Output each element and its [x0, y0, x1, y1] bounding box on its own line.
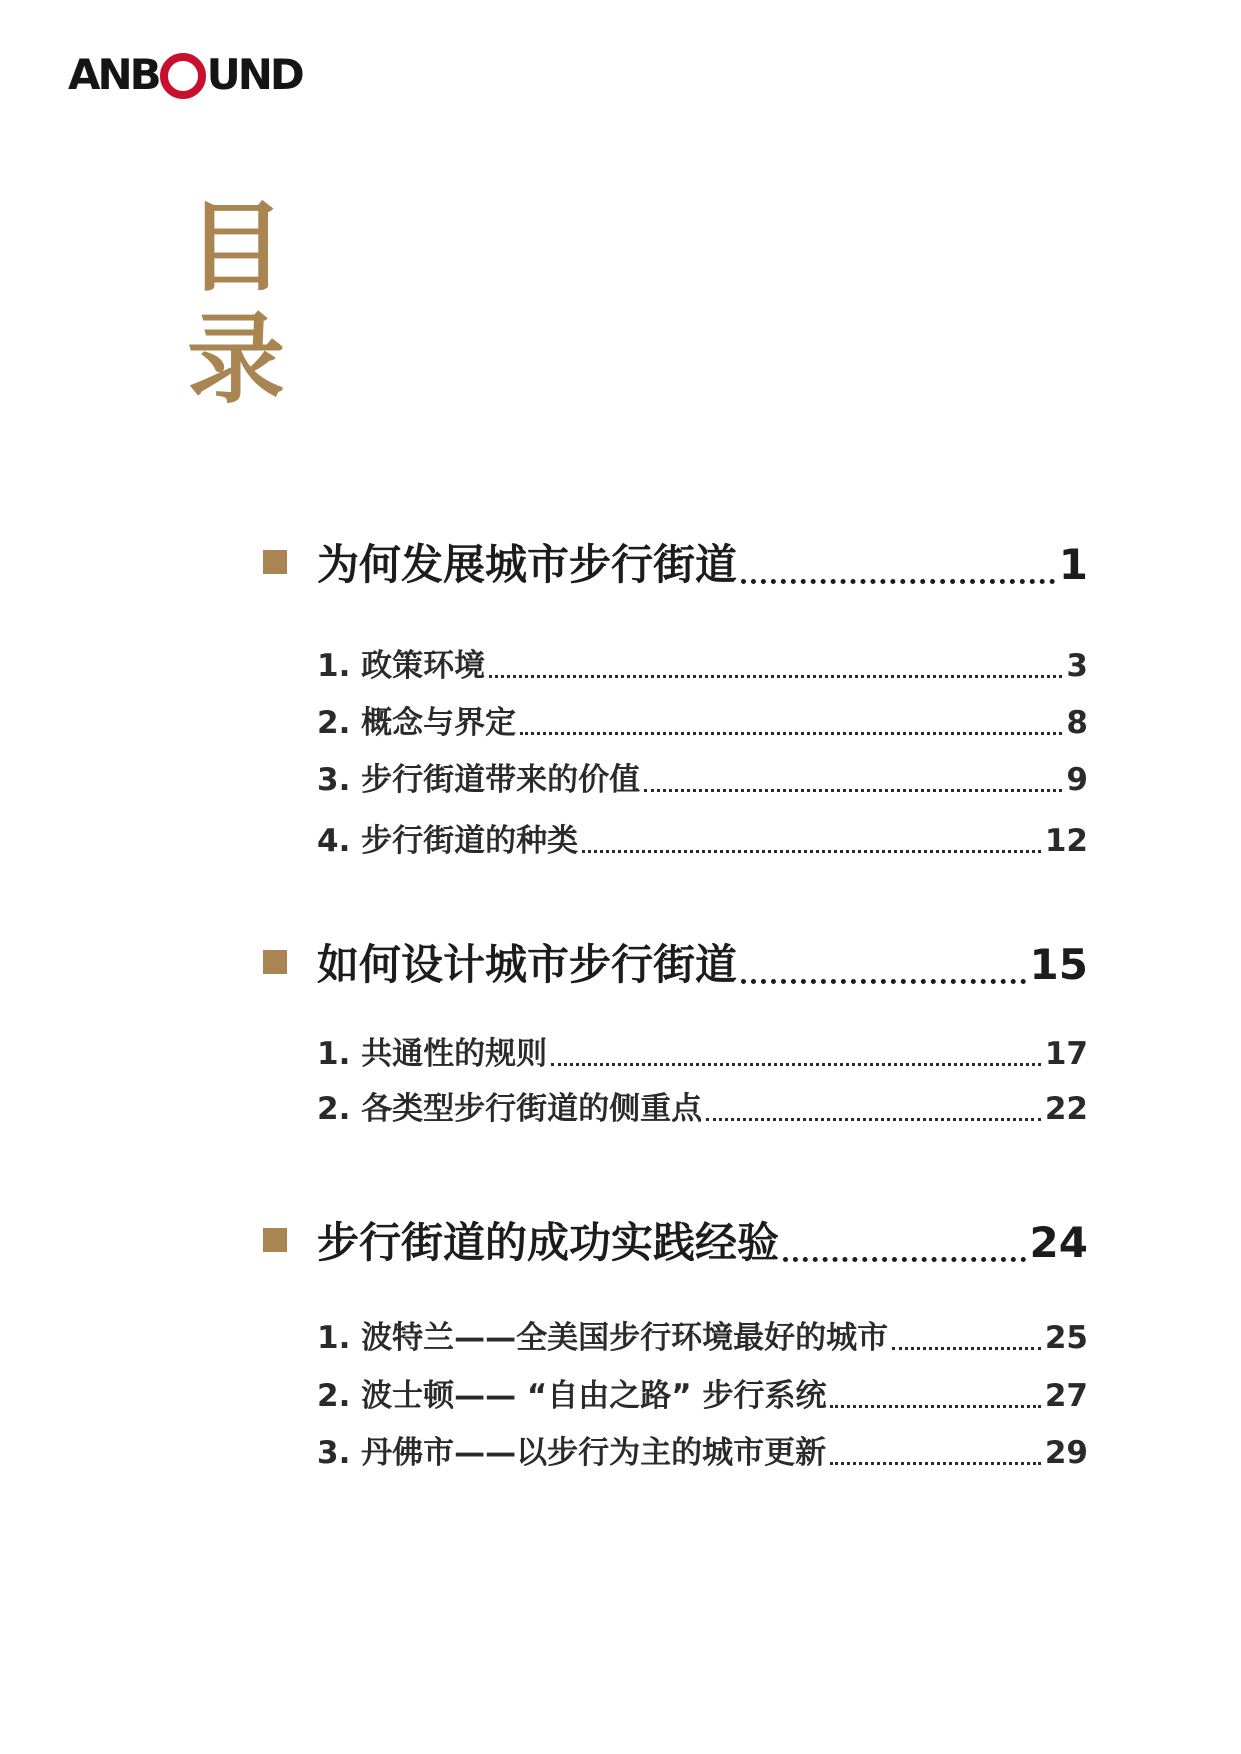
- toc-section-line: [317, 532, 1088, 592]
- toc-item-label: 2. 各类型步行街道的侧重点: [317, 1091, 703, 1127]
- toc-item-page: 27: [1044, 1378, 1088, 1414]
- toc-item-page: 29: [1044, 1435, 1088, 1471]
- section-bullet-icon: [263, 950, 287, 974]
- toc-item[interactable]: [317, 815, 1088, 860]
- toc-item[interactable]: [317, 1312, 1088, 1357]
- toc-item[interactable]: [317, 1028, 1088, 1073]
- toc-item-page: 9: [1066, 762, 1088, 798]
- toc-item-page: 12: [1044, 823, 1088, 859]
- toc-section-page: 24: [1029, 1218, 1088, 1267]
- dot-leader: [551, 1063, 1041, 1066]
- page-title-line-2: 录: [186, 303, 285, 417]
- dot-leader: [489, 675, 1062, 678]
- toc-item[interactable]: [317, 1427, 1088, 1472]
- toc-section-line: [317, 1210, 1088, 1270]
- toc-item-label: 4. 步行街道的种类: [317, 823, 579, 859]
- section-bullet-icon: [263, 1228, 287, 1252]
- toc-item-label: 1. 波特兰——全美国步行环境最好的城市: [317, 1320, 889, 1356]
- toc-item-label: 1. 共通性的规则: [317, 1036, 548, 1072]
- toc-item[interactable]: [317, 754, 1088, 799]
- toc-section-line: [317, 932, 1088, 992]
- toc-section-title: 为何发展城市步行街道: [317, 540, 738, 589]
- toc-item-page: 3: [1066, 648, 1088, 684]
- toc-item[interactable]: [317, 1370, 1088, 1415]
- dot-leader: [741, 979, 1026, 984]
- dot-leader: [582, 850, 1041, 853]
- toc-item-page: 25: [1044, 1320, 1088, 1356]
- logo-text-right: UND: [206, 50, 302, 99]
- logo-text-left: ANB: [68, 50, 159, 99]
- logo-o-mark-icon: [160, 53, 206, 99]
- toc-item-page: 22: [1044, 1091, 1088, 1127]
- page-title: [186, 192, 286, 416]
- toc-section[interactable]: [263, 1210, 1088, 1270]
- dot-leader: [783, 1257, 1026, 1262]
- toc-section[interactable]: [263, 532, 1088, 592]
- dot-leader: [520, 732, 1062, 735]
- toc-section-title: 步行街道的成功实践经验: [317, 1218, 780, 1267]
- toc-item-label: 2. 波士顿—— “自由之路” 步行系统: [317, 1378, 827, 1414]
- toc-item-label: 1. 政策环境: [317, 648, 486, 684]
- dot-leader: [830, 1462, 1041, 1465]
- toc-section-page: 15: [1029, 940, 1088, 989]
- dot-leader: [830, 1405, 1040, 1408]
- dot-leader: [892, 1347, 1041, 1350]
- toc-section[interactable]: [263, 932, 1088, 992]
- section-bullet-icon: [263, 550, 287, 574]
- toc-item[interactable]: [317, 1083, 1088, 1128]
- toc-item-label: 3. 步行街道带来的价值: [317, 762, 641, 798]
- anbound-logo: [68, 52, 302, 98]
- dot-leader: [644, 789, 1062, 792]
- toc-item-page: 17: [1044, 1036, 1088, 1072]
- toc-item-label: 2. 概念与界定: [317, 705, 517, 741]
- toc-item-page: 8: [1066, 705, 1088, 741]
- dot-leader: [741, 579, 1055, 584]
- page-title-line-1: 目: [186, 191, 285, 305]
- toc-item[interactable]: [317, 640, 1088, 685]
- toc-section-title: 如何设计城市步行街道: [317, 940, 738, 989]
- toc-item[interactable]: [317, 697, 1088, 742]
- toc-item-label: 3. 丹佛市——以步行为主的城市更新: [317, 1435, 827, 1471]
- dot-leader: [706, 1118, 1041, 1121]
- toc-section-page: 1: [1058, 540, 1088, 589]
